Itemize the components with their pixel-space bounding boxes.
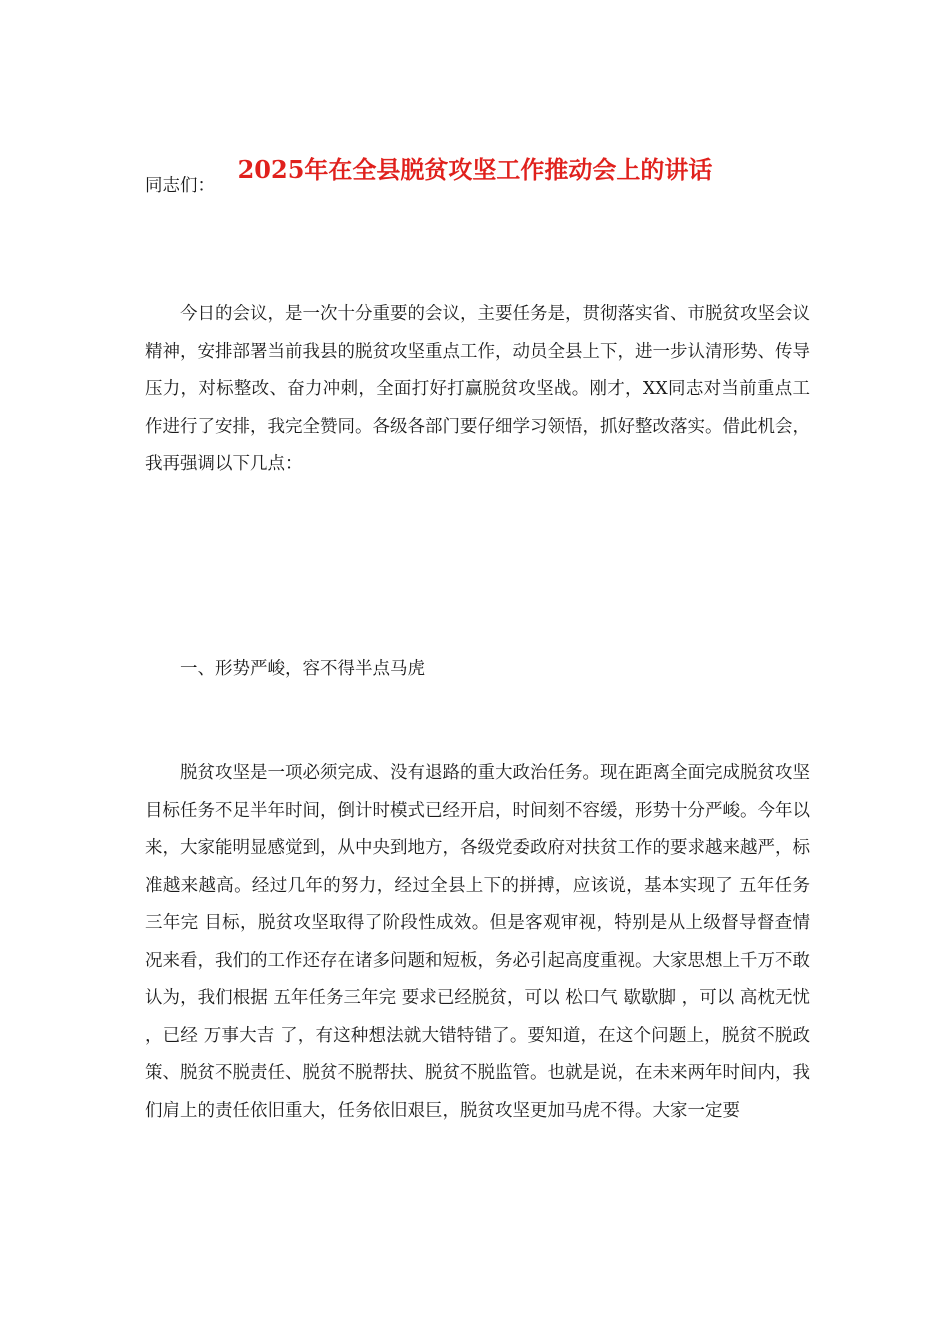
section-paragraph-1: 脱贫攻坚是一项必须完成、没有退路的重大政治任务。现在距离全面完成脱贫攻坚目标任务不足半年时间，倒计时模式已经开启，时间刻不容缓，形势十分严峻。今年以来，大家能明显感觉到，从中央到地方，各级党委政府对扶贫工作的要求越来越严，标准越来越高。经过几年的努力，经过全县上下的拼搏，应该说，基本实现了 五年任务三年完 目标，脱贫攻坚取得了阶段性成效。但是客观审视，特别是从上级督导督查情况来看，我们的工作还存在诸多问题和短板，务必引起高度重视。大家思想上千万不敢认为，我们根据 五年任务三年完 要求已经脱贫，可以 松口气 歇歇脚 ，可以 高枕无忧 ，已经 万事大吉 了，有这种想法就大错特错了。要知道，在这个问题上，脱贫不脱政策、脱贫不脱责任、脱贫不脱帮扶、脱贫不脱监管。也就是说，在未来两年时间内，我们肩上的责任依旧重大，任务依旧艰巨，脱贫攻坚更加马虎不得。大家一定要 [145, 763, 810, 1121]
salutation: 同志们： [145, 176, 215, 196]
document-title: 2025年在全县脱贫攻坚工作推动会上的讲话 [237, 155, 713, 184]
section-heading-1: 一、形势严峻，容不得半点马虎 [180, 659, 425, 679]
opening-paragraph: 今日的会议，是一次十分重要的会议，主要任务是，贯彻落实省、市脱贫攻坚会议精神，安排部署当前我县的脱贫攻坚重点工作，动员全县上下，进一步认清形势、传导压力，对标整改、奋力冲刺，全面打好打赢脱贫攻坚战。刚才，XX同志对当前重点工作进行了安排，我完全赞同。各级各部门要仔细学习领悟，抓好整改落实。借此机会，我再强调以下几点： [145, 304, 810, 474]
